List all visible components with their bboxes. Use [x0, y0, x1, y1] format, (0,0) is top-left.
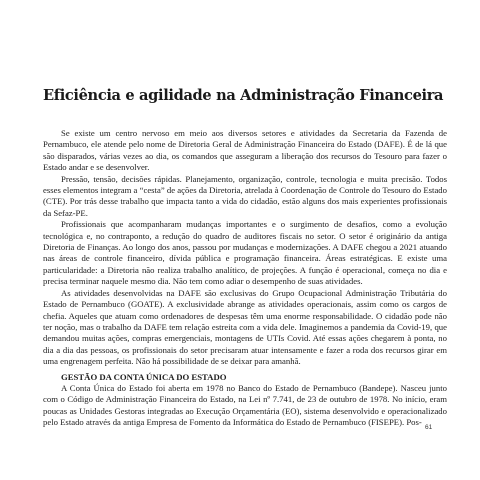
article-body: [43, 128, 447, 429]
page-title: Eficiência e agilidade na Administração Financeira: [43, 87, 444, 104]
page-number: 61: [425, 424, 433, 431]
section-paragraph: A Conta Única do Estado foi aberta em 1978 no Banco do Estado de Pernambuco (Bandepe). Nasceu junto com o Código de Administração Financeira do Estado, na Lei nº 7.741, de 23 de outubro de 1978. No início, eram poucas as Unidades Gestoras integradas ao Execução Orçamentária (EO), sistema desenvolvido e operacionalizado pelo Estado através da antiga Empresa de Fomento da Informática do Estado de Pernambuco (FISEPE). Pos-: [43, 382, 447, 428]
section-heading: GESTÃO DA CONTA ÚNICA DO ESTADO: [61, 371, 227, 382]
paragraph-4: As atividades desenvolvidas na DAFE são exclusivas do Grupo Ocupacional Administração Tributária do Estado de Pernambuco (GOATE). A exclusividade abrange as atividades operacionais, assim como os cargos de chefia. Aqueles que atuam como ordenadores de despesas têm uma enorme responsabilidade. O cidadão pode não ter noção, mas o trabalho da DAFE tem relação estreita com a vida dele. Imaginemos a pandemia da Covid-19, que demandou muitas ações, compras emergenciais, montagens de UTIs Covid. Até essas ações chegarem à ponta, no dia a dia das pessoas, os profissionais do setor precisaram atuar intensamente e fazer a roda dos recursos girar em uma engrenagem perfeita. Não há possibilidade de se deixar para amanhã.: [43, 287, 447, 367]
paragraph-3: Profissionais que acompanharam mudanças importantes e o surgimento de desafios, como a evolução tecnológica e, no contraponto, a redução do quadro de auditores fiscais no setor. O setor é originário da antiga Diretoria de Finanças. Ao longo dos anos, passou por mudanças e modernizações. A DAFE chegou a 2021 atuando nas áreas de controle financeiro, dívida pública e programação financeira. Áreas estratégicas. E existe uma particularidade: a Diretoria não realiza trabalho analítico, de projeções. A função é operacional, começa no dia e precisa terminar naquele mesmo dia. Não tem como adiar o desempenho de suas atividades.: [43, 219, 447, 287]
paragraph-1: Se existe um centro nervoso em meio aos diversos setores e atividades da Secretaria da Fazenda de Pernambuco, ele atende pelo nome de Diretoria Geral de Administração Financeira do Estado (DAFE). É de lá que são disparados, várias vezes ao dia, os comandos que asseguram a liberação dos recursos do Tesouro para fazer o Estado andar e se desenvolver.: [43, 128, 447, 173]
paragraph-2: Pressão, tensão, decisões rápidas. Planejamento, organização, controle, tecnologia e muita precisão. Todos esses elementos integram a “cesta” de ações da Diretoria, atrelada à Coordenação de Controle do Tesouro do Estado (CTE). Por trás desse trabalho que impacta tanto a vida do cidadão, estão alguns dos mais experientes profissionais da Sefaz-PE.: [43, 173, 447, 218]
